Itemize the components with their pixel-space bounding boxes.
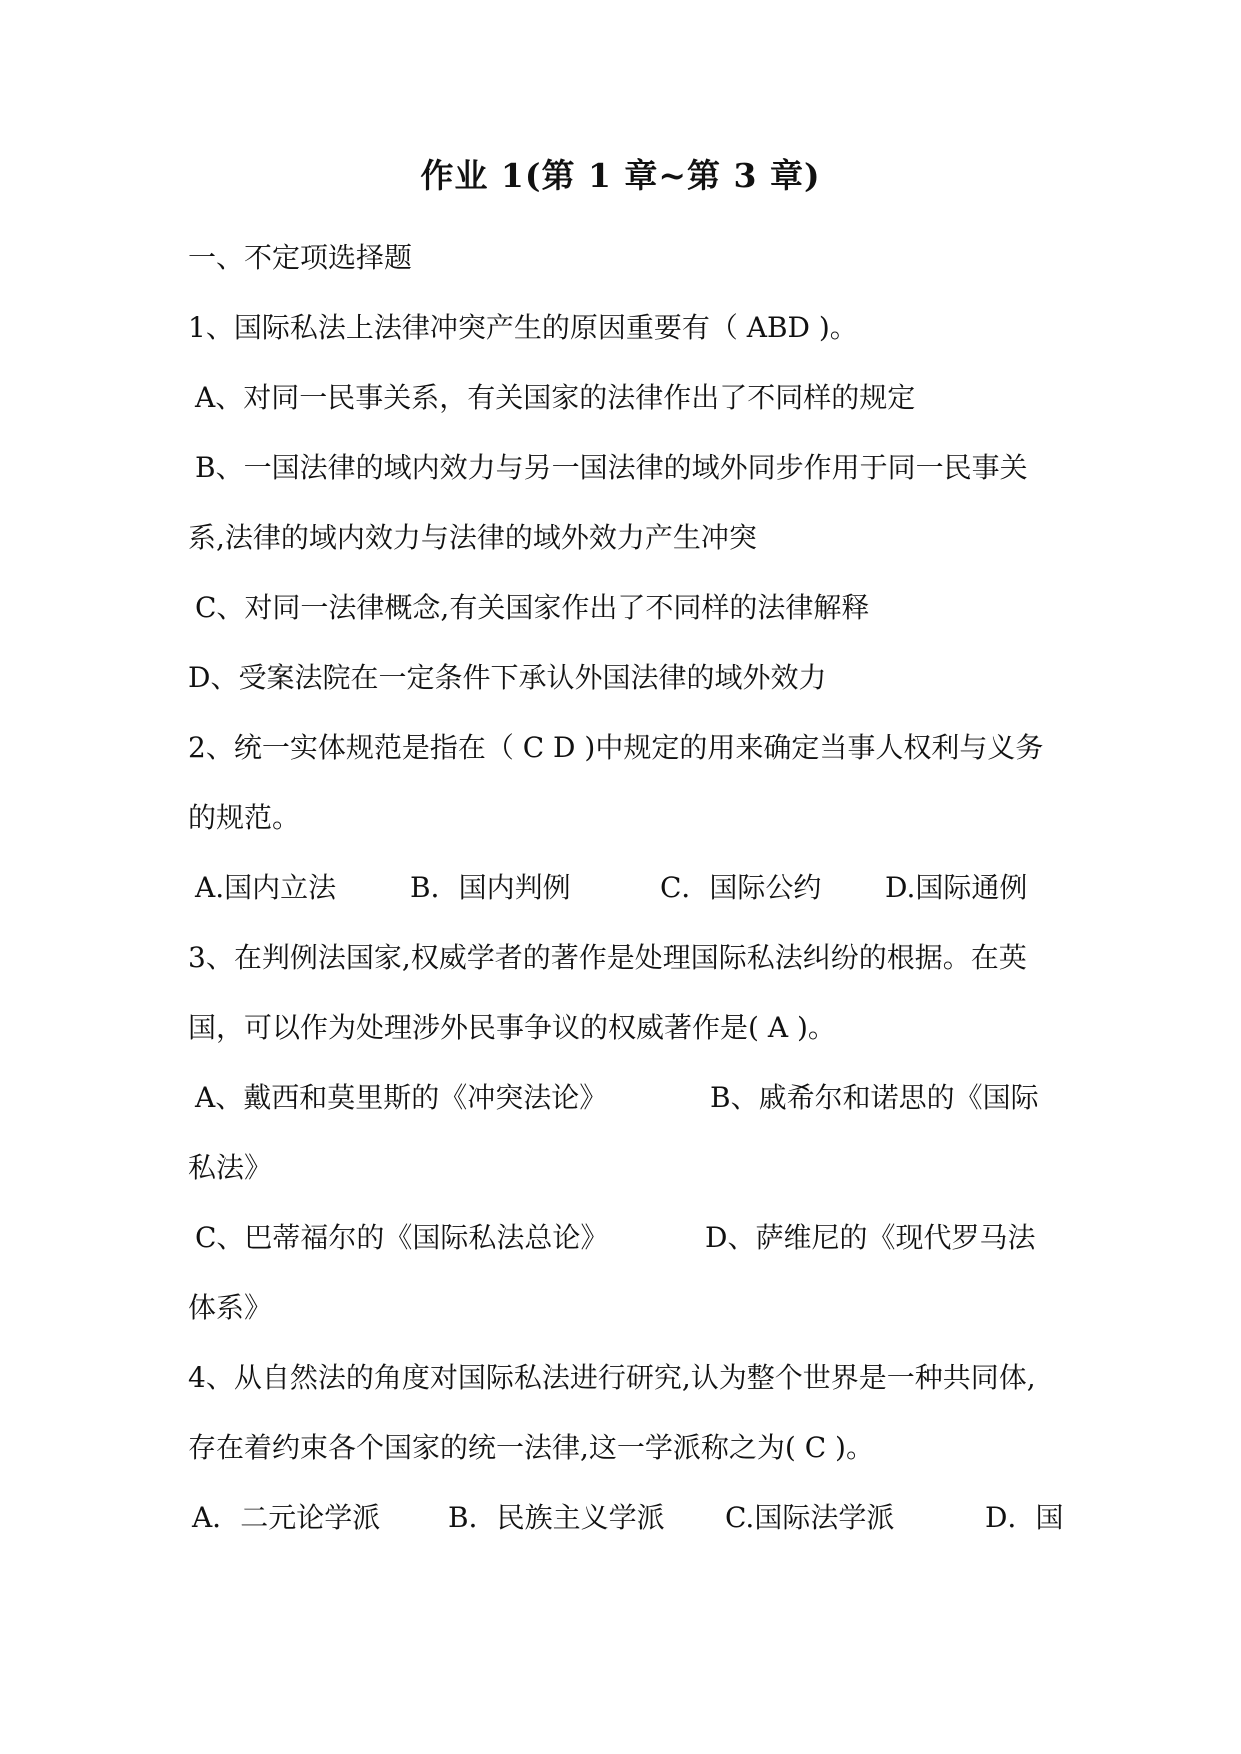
question-1-stem: 1、国际私法上法律冲突产生的原因重要有（ ABD )。 (188, 311, 858, 344)
question-1-option-a: A、对同一民事关系，有关国家的法律作出了不同样的规定 (195, 381, 916, 414)
question-3-stem-line2: 国，可以作为处理涉外民事争议的权威著作是( A )。 (188, 1011, 836, 1044)
question-2-option-c: C．国际公约 (660, 871, 822, 904)
question-3-stem-line1: 3、在判例法国家,权威学者的著作是处理国际私法纠纷的根据。在英 (188, 941, 1027, 974)
page-title: 作业 1(第 1 章~第 3 章) (420, 156, 821, 195)
question-1-option-c: C、对同一法律概念,有关国家作出了不同样的法律解释 (195, 591, 870, 624)
section-heading: 一、不定项选择题 (188, 241, 413, 274)
question-2-option-b: B．国内判例 (410, 871, 571, 904)
question-4-option-b: B．民族主义学派 (448, 1501, 665, 1534)
question-4-option-c: C.国际法学派 (725, 1501, 895, 1534)
question-3-option-a: A、戴西和莫里斯的《冲突法论》 (195, 1081, 608, 1114)
question-2-option-d: D.国际通例 (885, 871, 1028, 904)
question-4-option-d: D．国 (985, 1501, 1064, 1534)
question-4-stem-line2: 存在着约束各个国家的统一法律,这一学派称之为( C )。 (188, 1431, 874, 1464)
question-3-option-b-line2: 私法》 (188, 1151, 273, 1184)
question-2-option-a: A.国内立法 (195, 871, 337, 904)
question-3-option-b-line1: B、戚希尔和诺思的《国际 (710, 1081, 1039, 1114)
question-3-option-c: C、巴蒂福尔的《国际私法总论》 (195, 1221, 609, 1254)
question-3-option-d-line2: 体系》 (188, 1291, 273, 1324)
question-3-option-d-line1: D、萨维尼的《现代罗马法 (705, 1221, 1036, 1254)
question-1-option-d: D、受案法院在一定条件下承认外国法律的域外效力 (188, 661, 827, 694)
question-4-option-a: A．二元论学派 (192, 1501, 381, 1534)
question-2-stem-line1: 2、统一实体规范是指在（ C D )中规定的用来确定当事人权利与义务 (188, 731, 1044, 764)
question-2-stem-line2: 的规范。 (188, 801, 301, 834)
question-4-stem-line1: 4、从自然法的角度对国际私法进行研究,认为整个世界是一种共同体, (188, 1361, 1036, 1394)
question-1-option-b-line2: 系,法律的域内效力与法律的域外效力产生冲突 (188, 521, 757, 554)
question-1-option-b-line1: B、一国法律的域内效力与另一国法律的域外同步作用于同一民事关 (195, 451, 1028, 484)
